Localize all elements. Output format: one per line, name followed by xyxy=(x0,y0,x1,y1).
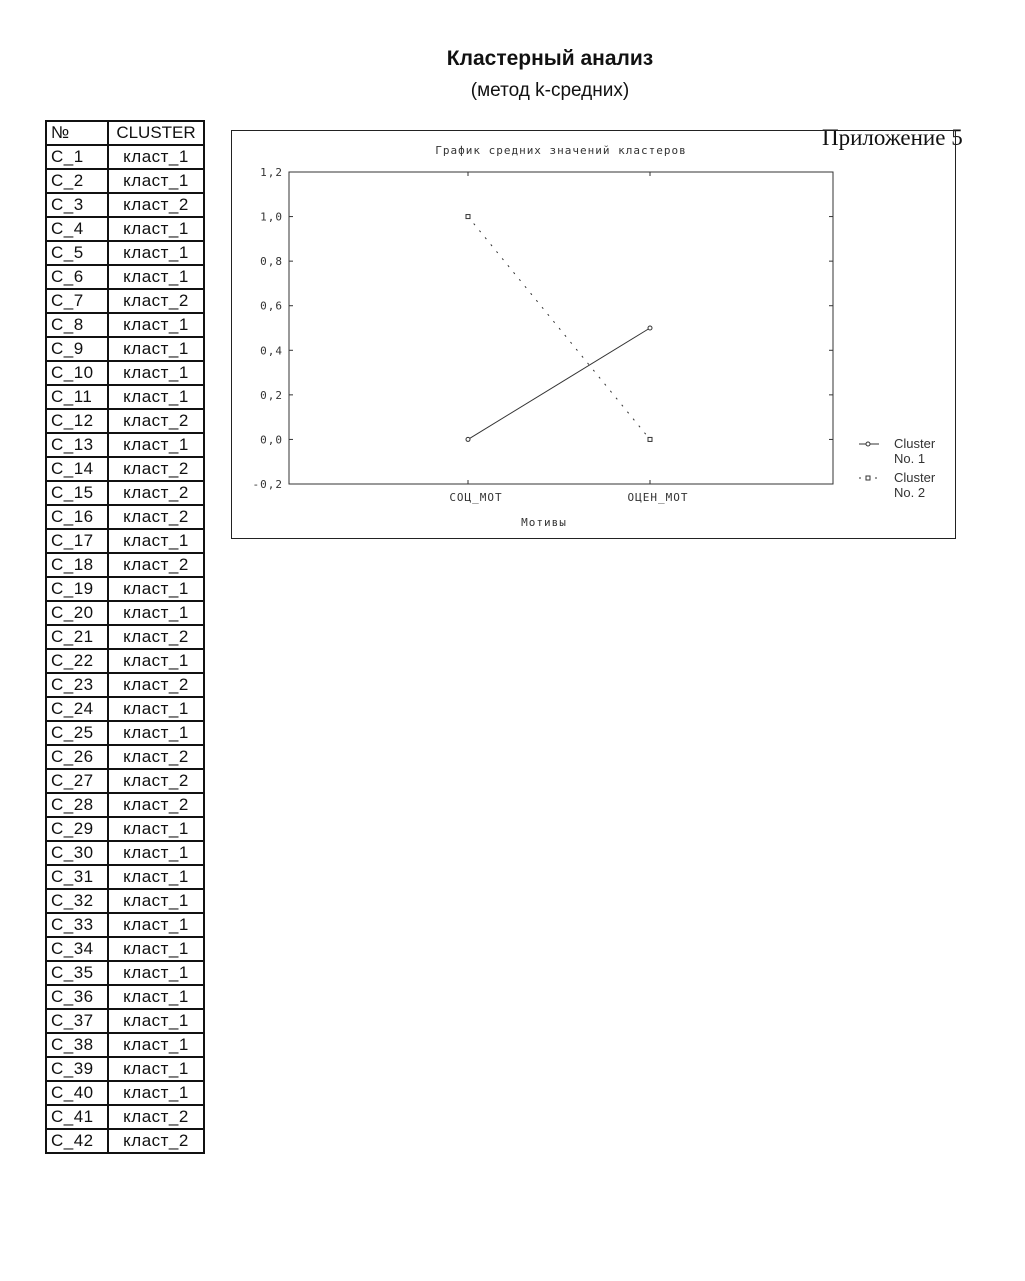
table-row xyxy=(46,241,204,265)
cluster-cell: класт_1 xyxy=(108,361,204,385)
case-id-cell: C_21 xyxy=(46,625,108,649)
cluster-cell: класт_1 xyxy=(108,1057,204,1081)
case-id-cell: C_38 xyxy=(46,1033,108,1057)
case-id-cell: C_25 xyxy=(46,721,108,745)
cluster-cell: класт_2 xyxy=(108,193,204,217)
table-row xyxy=(46,817,204,841)
cluster-cell: класт_1 xyxy=(108,265,204,289)
table-row xyxy=(46,841,204,865)
table-row xyxy=(46,457,204,481)
case-id-cell: C_8 xyxy=(46,313,108,337)
x-tick-label: ОЦЕН_МОТ xyxy=(627,491,689,504)
legend-label: Cluster xyxy=(894,470,936,485)
table-row xyxy=(46,553,204,577)
case-id-cell: C_39 xyxy=(46,1057,108,1081)
y-tick-label: -0,2 xyxy=(252,478,283,491)
column-header-number: № xyxy=(46,121,108,145)
table-row xyxy=(46,745,204,769)
table-row xyxy=(46,337,204,361)
case-id-cell: C_1 xyxy=(46,145,108,169)
cluster-cell: класт_1 xyxy=(108,433,204,457)
case-id-cell: C_18 xyxy=(46,553,108,577)
cluster-cell: класт_1 xyxy=(108,217,204,241)
table-row xyxy=(46,697,204,721)
cluster-cell: класт_2 xyxy=(108,457,204,481)
cluster-cell: класт_1 xyxy=(108,841,204,865)
chart-panel xyxy=(231,130,956,539)
table-row xyxy=(46,625,204,649)
table-row xyxy=(46,193,204,217)
table-row xyxy=(46,385,204,409)
cluster-cell: класт_1 xyxy=(108,145,204,169)
cluster-cell: класт_1 xyxy=(108,529,204,553)
y-tick-label: 0,4 xyxy=(260,344,283,358)
y-tick-label: 0,6 xyxy=(260,299,283,313)
case-id-cell: C_17 xyxy=(46,529,108,553)
cluster-cell: класт_1 xyxy=(108,937,204,961)
cluster-cell: класт_2 xyxy=(108,553,204,577)
column-header-cluster: CLUSTER xyxy=(108,121,204,145)
table-row xyxy=(46,313,204,337)
case-id-cell: C_13 xyxy=(46,433,108,457)
cluster-cell: класт_1 xyxy=(108,649,204,673)
case-id-cell: C_35 xyxy=(46,961,108,985)
case-id-cell: C_26 xyxy=(46,745,108,769)
case-id-cell: C_30 xyxy=(46,841,108,865)
table-row xyxy=(46,913,204,937)
cluster-cell: класт_2 xyxy=(108,769,204,793)
table-row xyxy=(46,793,204,817)
case-id-cell: C_36 xyxy=(46,985,108,1009)
case-id-cell: C_28 xyxy=(46,793,108,817)
case-id-cell: C_19 xyxy=(46,577,108,601)
y-tick-label: 0,0 xyxy=(260,433,283,447)
table-row xyxy=(46,937,204,961)
plot-area xyxy=(289,172,833,484)
cluster-cell: класт_2 xyxy=(108,409,204,433)
cluster-table xyxy=(45,120,205,1154)
cluster-cell: класт_1 xyxy=(108,889,204,913)
case-id-cell: C_42 xyxy=(46,1129,108,1153)
cluster-cell: класт_1 xyxy=(108,241,204,265)
case-id-cell: C_2 xyxy=(46,169,108,193)
series-1-point xyxy=(648,326,652,330)
table-row xyxy=(46,289,204,313)
cluster-cell: класт_2 xyxy=(108,481,204,505)
cluster-cell: класт_1 xyxy=(108,169,204,193)
case-id-cell: C_14 xyxy=(46,457,108,481)
table-row xyxy=(46,1009,204,1033)
case-id-cell: C_15 xyxy=(46,481,108,505)
legend-label: No. 1 xyxy=(894,451,926,466)
case-id-cell: C_16 xyxy=(46,505,108,529)
table-row xyxy=(46,505,204,529)
table-row xyxy=(46,865,204,889)
case-id-cell: C_9 xyxy=(46,337,108,361)
table-row xyxy=(46,889,204,913)
table-row xyxy=(46,649,204,673)
cluster-cell: класт_1 xyxy=(108,697,204,721)
case-id-cell: C_31 xyxy=(46,865,108,889)
table-row xyxy=(46,145,204,169)
table-row xyxy=(46,217,204,241)
table-row xyxy=(46,481,204,505)
table-row xyxy=(46,673,204,697)
cluster-cell: класт_1 xyxy=(108,961,204,985)
y-tick-label: 1,2 xyxy=(260,166,283,179)
cluster-cell: класт_1 xyxy=(108,865,204,889)
case-id-cell: C_11 xyxy=(46,385,108,409)
cluster-cell: класт_1 xyxy=(108,577,204,601)
cluster-cell: класт_1 xyxy=(108,385,204,409)
page-subtitle: (метод k-средних) xyxy=(470,80,630,101)
case-id-cell: C_4 xyxy=(46,217,108,241)
legend-marker-2 xyxy=(866,476,870,480)
cluster-cell: класт_2 xyxy=(108,505,204,529)
table-row xyxy=(46,1057,204,1081)
page-title: Кластерный анализ xyxy=(446,47,654,70)
table-row xyxy=(46,361,204,385)
case-id-cell: C_24 xyxy=(46,697,108,721)
table-row xyxy=(46,985,204,1009)
case-id-cell: C_37 xyxy=(46,1009,108,1033)
table-row xyxy=(46,961,204,985)
cluster-cell: класт_2 xyxy=(108,1105,204,1129)
case-id-cell: C_23 xyxy=(46,673,108,697)
cluster-cell: класт_2 xyxy=(108,289,204,313)
table-row xyxy=(46,1033,204,1057)
case-id-cell: C_12 xyxy=(46,409,108,433)
legend-label: No. 2 xyxy=(894,485,926,500)
case-id-cell: C_29 xyxy=(46,817,108,841)
case-id-cell: C_3 xyxy=(46,193,108,217)
table-header-row xyxy=(46,121,204,145)
table-row xyxy=(46,265,204,289)
appendix-label: Приложение 5 xyxy=(822,125,963,150)
series-line-2 xyxy=(468,217,650,440)
y-tick-label: 0,8 xyxy=(260,255,283,269)
table-body xyxy=(46,145,204,1153)
cluster-cell: класт_2 xyxy=(108,793,204,817)
case-id-cell: C_34 xyxy=(46,937,108,961)
series-1-point xyxy=(466,437,470,441)
legend-label: Cluster xyxy=(894,436,936,451)
case-id-cell: C_6 xyxy=(46,265,108,289)
legend-marker-1 xyxy=(866,442,870,446)
case-id-cell: C_40 xyxy=(46,1081,108,1105)
table-row xyxy=(46,721,204,745)
cluster-cell: класт_2 xyxy=(108,745,204,769)
cluster-cell: класт_1 xyxy=(108,337,204,361)
x-axis-label: Мотивы xyxy=(521,516,567,529)
case-id-cell: C_22 xyxy=(46,649,108,673)
case-id-cell: C_32 xyxy=(46,889,108,913)
cluster-cell: класт_1 xyxy=(108,1033,204,1057)
cluster-cell: класт_2 xyxy=(108,1129,204,1153)
cluster-cell: класт_2 xyxy=(108,625,204,649)
case-id-cell: C_7 xyxy=(46,289,108,313)
cluster-cell: класт_1 xyxy=(108,313,204,337)
case-id-cell: C_10 xyxy=(46,361,108,385)
chart-title: График средних значений кластеров xyxy=(435,144,687,157)
cluster-cell: класт_1 xyxy=(108,817,204,841)
case-id-cell: C_20 xyxy=(46,601,108,625)
cluster-cell: класт_2 xyxy=(108,673,204,697)
table-row xyxy=(46,577,204,601)
table-row xyxy=(46,409,204,433)
case-id-cell: C_41 xyxy=(46,1105,108,1129)
table-row xyxy=(46,1105,204,1129)
line-chart xyxy=(232,131,957,540)
series-line-1 xyxy=(468,328,650,439)
case-id-cell: C_33 xyxy=(46,913,108,937)
case-id-cell: C_27 xyxy=(46,769,108,793)
table-row xyxy=(46,769,204,793)
case-id-cell: C_5 xyxy=(46,241,108,265)
y-tick-label: 0,2 xyxy=(260,388,283,402)
cluster-cell: класт_1 xyxy=(108,601,204,625)
x-tick-label: СОЦ_МОТ xyxy=(449,491,503,504)
cluster-cell: класт_1 xyxy=(108,1009,204,1033)
table-row xyxy=(46,601,204,625)
series-2-point xyxy=(466,215,470,219)
table-row xyxy=(46,433,204,457)
y-tick-label: 1,0 xyxy=(260,210,283,224)
cluster-cell: класт_1 xyxy=(108,1081,204,1105)
table-row xyxy=(46,529,204,553)
table-row xyxy=(46,1081,204,1105)
cluster-cell: класт_1 xyxy=(108,913,204,937)
cluster-cell: класт_1 xyxy=(108,985,204,1009)
cluster-cell: класт_1 xyxy=(108,721,204,745)
series-2-point xyxy=(648,437,652,441)
table-row xyxy=(46,169,204,193)
table-row xyxy=(46,1129,204,1153)
